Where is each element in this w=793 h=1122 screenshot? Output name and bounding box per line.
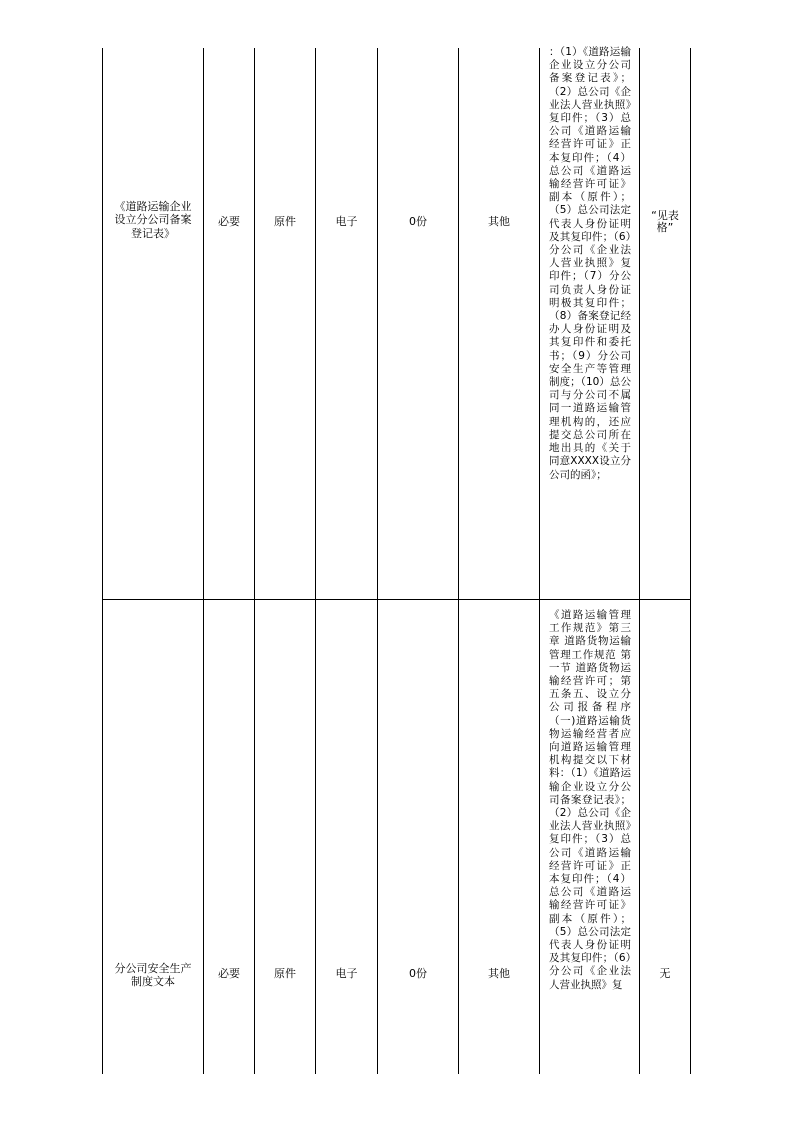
source-cell: 其他: [488, 215, 510, 229]
material-form-cell: 原件: [274, 215, 296, 229]
legal-basis-cell: ：（1）《道路运输企业设立分公司备案登记表》；（2）总公司《企业法人营业执照》复印件；（3）总公司《道路运输经营许可证》正本复印件；（4）总公司《道路运输经营许可证》副本（原件）；（5）总公司法定代表人身份证明及其复印件；（6）分公司《企业法人营业执照》复印件；（7）分公司负责人身份证明极其复印件；（8）备案登记经办人身份证明及其复印件和委托书；（9）分公司安全生产等管理制度；（10）总公司与分公司不属同一道路运输管理机构的，还应提交总公司所在地出具的《关于同意XXXX设立分公司的函》；: [549, 46, 631, 481]
table-column-divider: [254, 48, 255, 1074]
copies-cell: 0份: [409, 967, 427, 981]
table-border-left: [102, 48, 103, 1074]
medium-cell: 电子: [335, 215, 358, 229]
table-column-divider: [203, 48, 204, 1074]
table-column-divider: [639, 48, 640, 1074]
note-cell: “见表格”: [651, 209, 679, 234]
source-cell: 其他: [488, 967, 510, 981]
table-column-divider: [458, 48, 459, 1074]
required-cell: 必要: [218, 215, 240, 229]
table-column-divider: [315, 48, 316, 1074]
material-name-cell: 《道路运输企业设立分公司备案登记表》: [114, 199, 192, 240]
medium-cell: 电子: [335, 967, 358, 981]
required-cell: 必要: [218, 967, 240, 981]
table-border-right: [690, 48, 691, 1074]
table-row-divider: [102, 599, 691, 600]
table-column-divider: [377, 48, 378, 1074]
legal-basis-cell: 《道路运输管理工作规范》第三章 道路货物运输管理工作规范 第一节 道路货物运输经营许可；第五条五、设立分公司报备程序（一)道路运输货物运输经营者应向道路运输管理机构提交以下材料：（1）《道路运输企业设立分公司备案登记表》；（2）总公司《企业法人营业执照》复印件；（3）总公司《道路运输经营许可证》正本复印件；（4）总公司《道路运输经营许可证》副本（原件）；（5）总公司法定代表人身份证明及其复印件；（6）分公司《企业法人营业执照》复: [549, 609, 631, 991]
material-name-cell: 分公司安全生产制度文本: [114, 961, 192, 988]
note-cell: 无: [659, 967, 671, 980]
table-column-divider: [539, 48, 540, 1074]
copies-cell: 0份: [409, 215, 427, 229]
material-form-cell: 原件: [274, 967, 296, 981]
